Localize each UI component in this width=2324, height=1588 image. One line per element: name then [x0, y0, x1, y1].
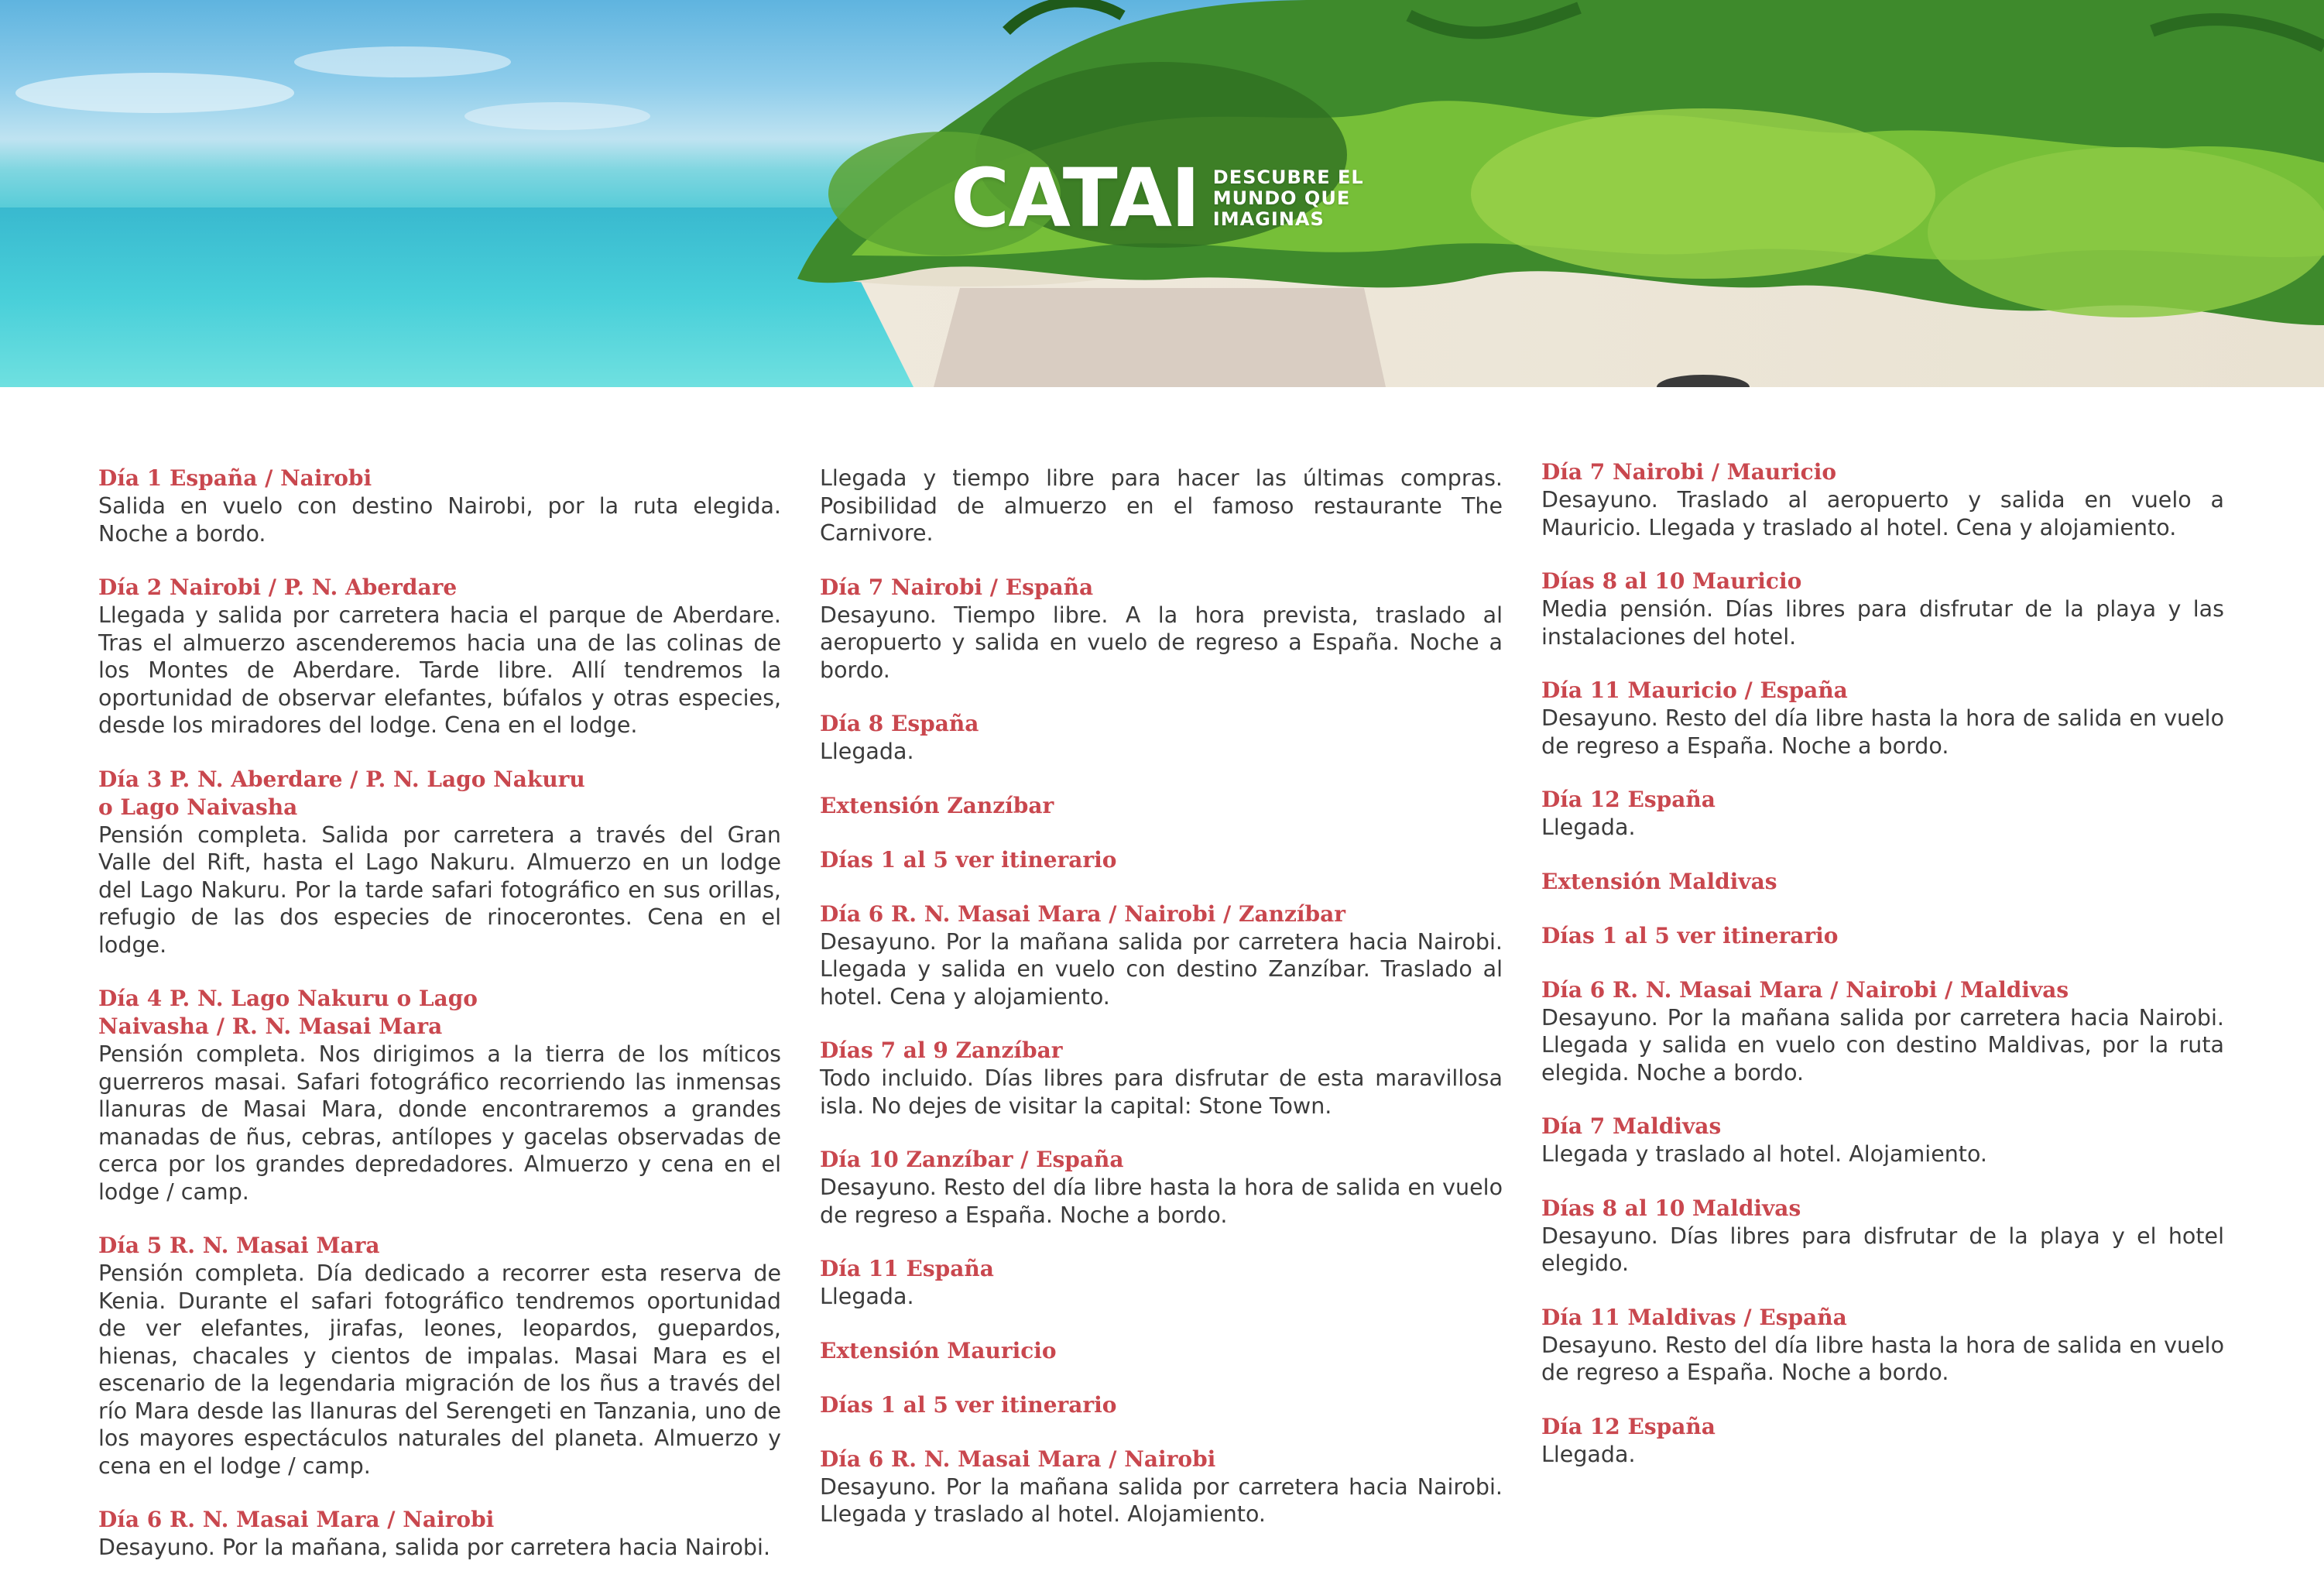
day-heading: Día 7 Nairobi / Mauricio: [1541, 459, 1837, 485]
day-heading: Día 11 Maldivas / España: [1541, 1304, 1847, 1330]
itinerary-note: [820, 846, 1503, 874]
itinerary-day: [820, 1146, 1503, 1229]
itinerary-day: [1541, 1113, 2224, 1168]
day-heading: Día 8 España: [820, 711, 979, 736]
itinerary-day: [1541, 786, 2224, 842]
day-description: Todo incluido. Días libres para disfrutar de esta maravillosa isla. No dejes de visitar la capital: Stone Town.: [820, 1065, 1503, 1119]
day-description: Desayuno. Por la mañana salida por carretera hacia Nairobi. Llegada y salida en vuelo con destino Zanzíbar. Traslado al hotel. Cena y alojamiento.: [820, 928, 1503, 1010]
day-description: Salida en vuelo con destino Nairobi, por la ruta elegida. Noche a bordo.: [98, 493, 781, 547]
logo-wordmark: CATAI: [951, 151, 1199, 245]
itinerary-day: [98, 766, 781, 959]
day-heading: Día 12 España: [1541, 787, 1716, 812]
day-heading: Día 6 R. N. Masai Mara / Nairobi: [98, 1507, 495, 1532]
hero-banner: [0, 0, 2324, 387]
day-heading: Día 12 España: [1541, 1413, 1716, 1439]
itinerary-day: [98, 1506, 781, 1562]
day-description: Llegada.: [1541, 1441, 1636, 1467]
itinerary-day: [1541, 568, 2224, 650]
itinerary-day: [820, 900, 1503, 1011]
day-heading: Día 7 Maldivas: [1541, 1113, 1722, 1139]
extension-heading: [820, 792, 1503, 820]
itinerary-day: [98, 985, 781, 1206]
day-description: Llegada.: [1541, 815, 1636, 840]
itinerary-day: [1541, 1195, 2224, 1278]
itinerary-day: [820, 465, 1503, 547]
day-description: Desayuno. Resto del día libre hasta la hora de salida en vuelo de regreso a España. Noche a bordo.: [820, 1175, 1503, 1228]
itinerary-note: [820, 1391, 1503, 1419]
day-heading: Día 4 P. N. Lago Nakuru o Lago Naivasha / R. N. Masai Mara: [98, 986, 478, 1039]
day-description: Desayuno. Días libres para disfrutar de la playa y el hotel elegido.: [1541, 1223, 2224, 1276]
itinerary-day: [820, 1255, 1503, 1311]
day-heading: Día 3 P. N. Aberdare / P. N. Lago Nakuru o Lago Naivasha: [98, 766, 585, 820]
day-description: Llegada.: [820, 1284, 914, 1309]
day-description: Llegada y salida por carretera hacia el parque de Aberdare. Tras el almuerzo ascenderemos hacia una de las colinas de los Montes de Aberdare. Tarde libre. Allí tendremos la oportunidad de observar elefantes, búfalos y otras especies, desde los miradores del lodge. Cena en el lodge.: [98, 602, 781, 738]
itinerary-column-1: [98, 465, 781, 1588]
day-heading: Días 7 al 9 Zanzíbar: [820, 1038, 1063, 1063]
extension-heading: [820, 1337, 1503, 1365]
day-description: Pensión completa. Nos dirigimos a la tierra de los míticos guerreros masai. Safari fotográfico recorriendo las inmensas llanuras de Masai Mara, donde encontraremos a grandes manadas de ñus, cebras, antílopes y gacelas observadas de cerca por los grandes depredadores. Almuerzo y cena en el lodge / camp.: [98, 1041, 781, 1205]
itinerary-day: [1541, 458, 2224, 541]
extension-title: Extensión Zanzíbar: [820, 792, 1054, 818]
day-description: Desayuno. Resto del día libre hasta la hora de salida en vuelo de regreso a España. Noche a bordo.: [1541, 705, 2224, 759]
itinerary-day: [1541, 1413, 2224, 1469]
day-description: Llegada.: [820, 739, 914, 764]
day-description: Pensión completa. Día dedicado a recorrer esta reserva de Kenia. Durante el safari fotográfico tendremos oportunidad de ver elefantes, jirafas, leones, leopardos, guepardos, hienas, chacales y cientos de impalas. Masai Mara es el escenario de la legendaria migración de los ñus a través del río Mara desde las llanuras del Serengeti en Tanzania, uno de los mayores espectáculos naturales del planeta. Almuerzo y cena en el lodge / camp.: [98, 1260, 781, 1479]
note-heading: Días 1 al 5 ver itinerario: [1541, 922, 1839, 948]
day-heading: Día 1 España / Nairobi: [98, 465, 372, 491]
day-description: Desayuno. Por la mañana salida por carretera hacia Nairobi. Llegada y traslado al hotel. Alojamiento.: [820, 1473, 1503, 1527]
itinerary-day: [1541, 1304, 2224, 1387]
itinerary-day: [820, 1446, 1503, 1528]
day-description: Llegada y tiempo libre para hacer las últimas compras. Posibilidad de almuerzo en el famoso restaurante The Carnivore.: [820, 465, 1503, 546]
catai-logo: [951, 152, 1364, 245]
day-description: Desayuno. Resto del día libre hasta la hora de salida en vuelo de regreso a España. Noche a bordo.: [1541, 1332, 2224, 1385]
itinerary-day: [1541, 677, 2224, 760]
itinerary-day: [98, 1232, 781, 1480]
itinerary-day: [98, 465, 781, 547]
day-heading: Días 8 al 10 Maldivas: [1541, 1195, 1801, 1221]
day-heading: Día 6 R. N. Masai Mara / Nairobi: [820, 1446, 1216, 1472]
itinerary-column-2: [820, 465, 1503, 1555]
itinerary-column-3: [1541, 458, 2224, 1494]
day-heading: Día 7 Nairobi / España: [820, 574, 1094, 600]
note-heading: Días 1 al 5 ver itinerario: [820, 1391, 1117, 1418]
day-description: Desayuno. Tiempo libre. A la hora prevista, traslado al aeropuerto y salida en vuelo de regreso a España. Noche a bordo.: [820, 602, 1503, 683]
day-description: Desayuno. Traslado al aeropuerto y salida en vuelo a Mauricio. Llegada y traslado al hotel. Cena y alojamiento.: [1541, 487, 2224, 540]
day-description: Llegada y traslado al hotel. Alojamiento.: [1541, 1141, 1987, 1167]
logo-tagline: DESCUBRE EL MUNDO QUE IMAGINAS: [1212, 166, 1364, 230]
day-heading: Día 2 Nairobi / P. N. Aberdare: [98, 574, 458, 600]
day-heading: Día 6 R. N. Masai Mara / Nairobi / Zanzíbar: [820, 900, 1345, 927]
day-heading: Días 8 al 10 Mauricio: [1541, 568, 1802, 594]
itinerary-day: [98, 574, 781, 739]
day-description: Media pensión. Días libres para disfrutar de la playa y las instalaciones del hotel.: [1541, 596, 2224, 650]
extension-title: Extensión Mauricio: [820, 1337, 1057, 1363]
itinerary-note: [1541, 922, 2224, 950]
day-description: Desayuno. Por la mañana, salida por carretera hacia Nairobi.: [98, 1535, 770, 1560]
itinerary-day: [820, 574, 1503, 684]
itinerary-day: [820, 710, 1503, 766]
day-heading: Día 5 R. N. Masai Mara: [98, 1233, 380, 1258]
day-heading: Día 10 Zanzíbar / España: [820, 1147, 1124, 1172]
extension-title: Extensión Maldivas: [1541, 868, 1777, 894]
itinerary-day: [1541, 976, 2224, 1087]
day-heading: Día 6 R. N. Masai Mara / Nairobi / Maldivas: [1541, 976, 2069, 1003]
day-description: Desayuno. Por la mañana salida por carretera hacia Nairobi. Llegada y salida en vuelo con destino Maldivas, por la ruta elegida. Noche a bordo.: [1541, 1004, 2224, 1086]
note-heading: Días 1 al 5 ver itinerario: [820, 846, 1117, 873]
day-heading: Día 11 Mauricio / España: [1541, 677, 1848, 703]
day-heading: Día 11 España: [820, 1256, 994, 1281]
itinerary-day: [820, 1037, 1503, 1120]
extension-heading: [1541, 868, 2224, 896]
day-description: Pensión completa. Salida por carretera a través del Gran Valle del Rift, hasta el Lago Nakuru. Almuerzo en un lodge del Lago Nakuru. Por la tarde safari fotográfico en sus orillas, refugio de las dos especies de rinocerontes. Cena en el lodge.: [98, 821, 781, 958]
